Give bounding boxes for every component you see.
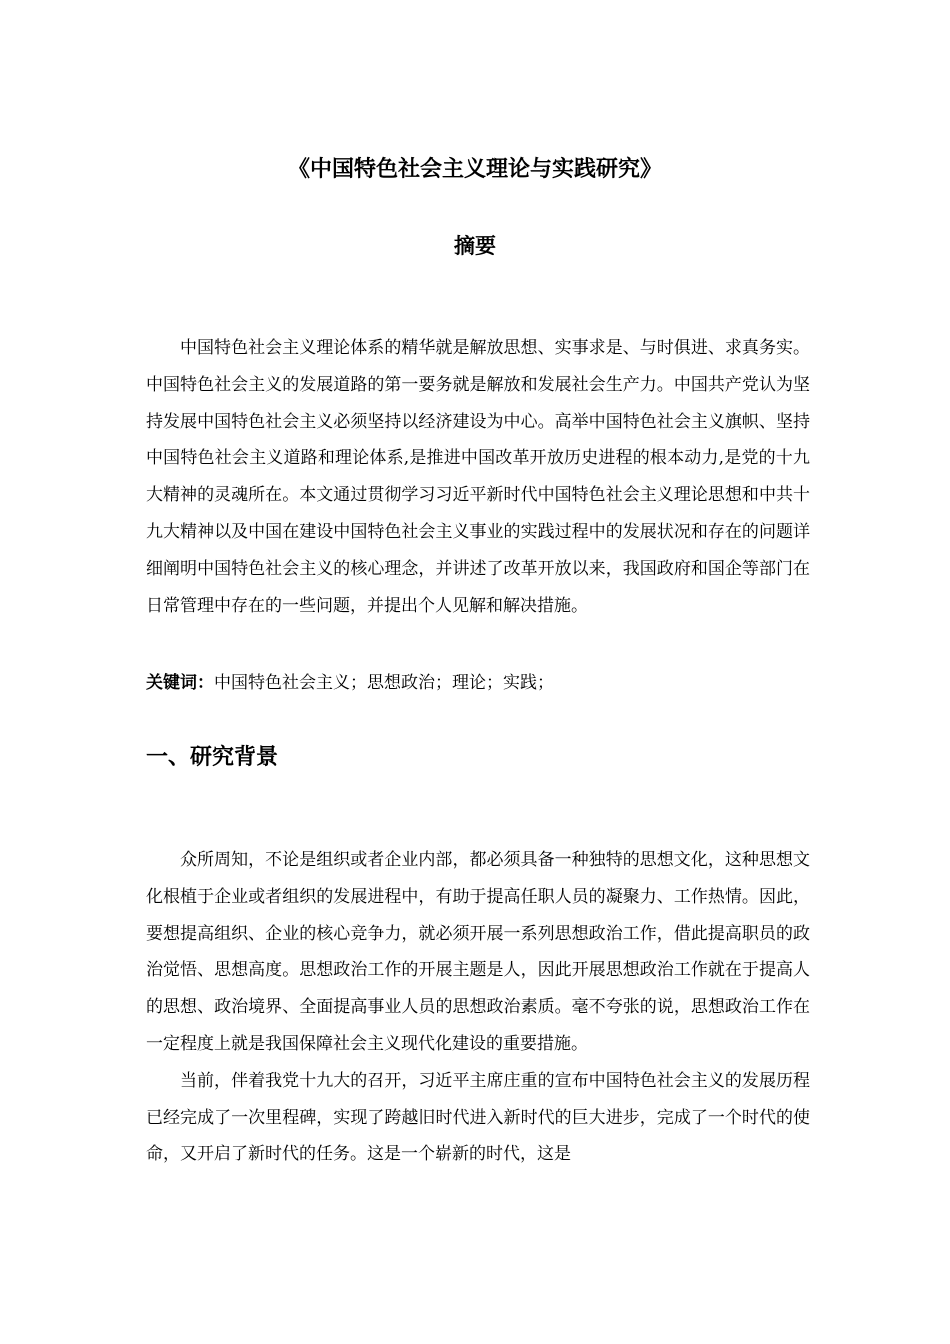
document-title: 《中国特色社会主义理论与实践研究》 <box>287 157 662 182</box>
abstract-body <box>146 330 810 624</box>
section-heading-research-background: 一、研究背景 <box>146 745 279 770</box>
keywords-line <box>146 665 810 701</box>
keywords-text: 中国特色社会主义；思想政治；理论；实践； <box>214 673 554 693</box>
section-body <box>146 842 810 1173</box>
section-paragraph: 众所周知，不论是组织或者企业内部，都必须具备一种独特的思想文化，这种思想文化根植于企业或者组织的发展进程中，有助于提高任职人员的凝聚力、工作热情。因此，要想提高组织、企业的核心竞争力，就必须开展一系列思想政治工作，借此提高职员的政治觉悟、思想高度。思想政治工作的开展主题是人，因此开展思想政治工作就在于提高人的思想、政治境界、全面提高事业人员的思想政治素质。毫不夸张的说，思想政治工作在一定程度上就是我国保障社会主义现代化建设的重要措施。 <box>146 850 810 1054</box>
keywords-label: 关键词： <box>146 673 214 693</box>
section-paragraph: 当前，伴着我党十九大的召开，习近平主席庄重的宣布中国特色社会主义的发展历程已经完成了一次里程碑，实现了跨越旧时代进入新时代的巨大进步，完成了一个时代的使命，又开启了新时代的任务。这是一个崭新的时代，这是 <box>146 1070 810 1165</box>
abstract-paragraph: 中国特色社会主义理论体系的精华就是解放思想、实事求是、与时俱进、求真务实。中国特色社会主义的发展道路的第一要务就是解放和发展社会生产力。中国共产党认为坚持发展中国特色社会主义必须坚持以经济建设为中心。高举中国特色社会主义旗帜、坚持中国特色社会主义道路和理论体系,是推进中国改革开放历史进程的根本动力,是党的十九大精神的灵魂所在。本文通过贯彻学习习近平新时代中国特色社会主义理论思想和中共十九大精神以及中国在建设中国特色社会主义事业的实践过程中的发展状况和存在的问题详细阐明中国特色社会主义的核心理念，并讲述了改革开放以来，我国政府和国企等部门在日常管理中存在的一些问题，并提出个人见解和解决措施。 <box>146 338 810 616</box>
abstract-heading: 摘要 <box>454 234 496 258</box>
